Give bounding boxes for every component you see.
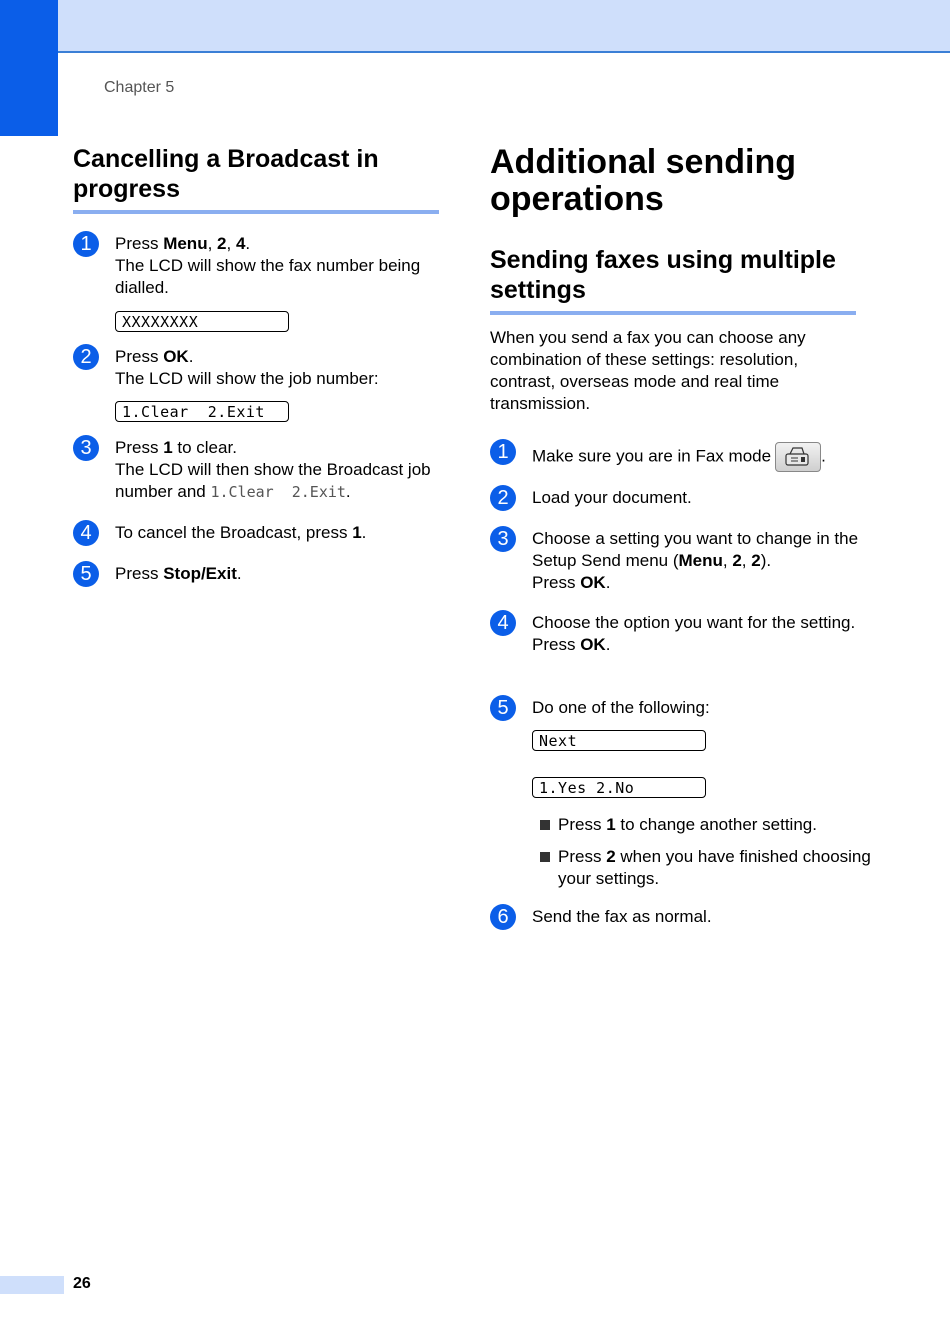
step-text: To cancel the Broadcast, press 1. bbox=[115, 523, 367, 542]
step-number: 1 bbox=[490, 439, 516, 465]
step-text: Do one of the following: bbox=[532, 698, 710, 717]
option-bullet: Press 1 to change another setting. bbox=[540, 814, 878, 836]
step-number: 4 bbox=[73, 520, 99, 546]
option-bullet: Press 2 when you have finished choosing your settings. bbox=[540, 846, 878, 890]
step-text: Press Menu, 2, 4. The LCD will show the fax number being dialled. bbox=[115, 234, 421, 297]
step-number: 5 bbox=[73, 561, 99, 587]
left-column bbox=[73, 144, 439, 585]
step-number: 6 bbox=[490, 904, 516, 930]
step-text: Press Stop/Exit. bbox=[115, 564, 242, 583]
page-number-bar bbox=[0, 1276, 64, 1294]
step-number: 1 bbox=[73, 231, 99, 257]
step-text: Press 1 to clear. The LCD will then show the Broadcast job number and 1.Clear 2.Exit. bbox=[115, 438, 431, 501]
step-text: Choose a setting you want to change in the Setup Send menu (Menu, 2, 2). Press OK. bbox=[532, 529, 859, 592]
bullet-square-icon bbox=[540, 820, 550, 830]
header-band bbox=[0, 0, 950, 53]
step-number: 3 bbox=[490, 526, 516, 552]
lcd-display-yes-no: 1.Yes 2.No bbox=[532, 777, 706, 798]
intro-paragraph: When you send a fax you can choose any combination of these settings: resolution, contrast, overseas mode and real time transmission. bbox=[490, 328, 806, 413]
right-column bbox=[490, 143, 871, 928]
step-text: Choose the option you want for the setting. Press OK. bbox=[532, 613, 856, 654]
step-text: Make sure you are in Fax mode . bbox=[532, 442, 862, 472]
section-heading-multiple-settings: Sending faxes using multiple settings bbox=[490, 245, 856, 315]
chapter-tab bbox=[0, 0, 58, 136]
lcd-display: 1.Clear 2.Exit bbox=[115, 401, 289, 422]
step-number: 2 bbox=[73, 344, 99, 370]
lcd-display-next: Next bbox=[532, 730, 706, 751]
step-number: 4 bbox=[490, 610, 516, 636]
section-heading-cancel-broadcast: Cancelling a Broadcast in progress bbox=[73, 144, 439, 214]
step-text: Press OK. The LCD will show the job number: bbox=[115, 347, 379, 388]
lcd-display: XXXXXXXX bbox=[115, 311, 289, 332]
page-number: 26 bbox=[73, 1275, 91, 1292]
chapter-label: Chapter 5 bbox=[104, 79, 175, 96]
step-text: Send the fax as normal. bbox=[532, 907, 712, 926]
bullet-square-icon bbox=[540, 852, 550, 862]
step-number: 5 bbox=[490, 695, 516, 721]
step-number: 2 bbox=[490, 485, 516, 511]
step-number: 3 bbox=[73, 435, 99, 461]
page-title: Additional sending operations bbox=[490, 143, 796, 218]
step-text: Load your document. bbox=[532, 488, 692, 507]
fax-machine-icon bbox=[775, 442, 821, 472]
